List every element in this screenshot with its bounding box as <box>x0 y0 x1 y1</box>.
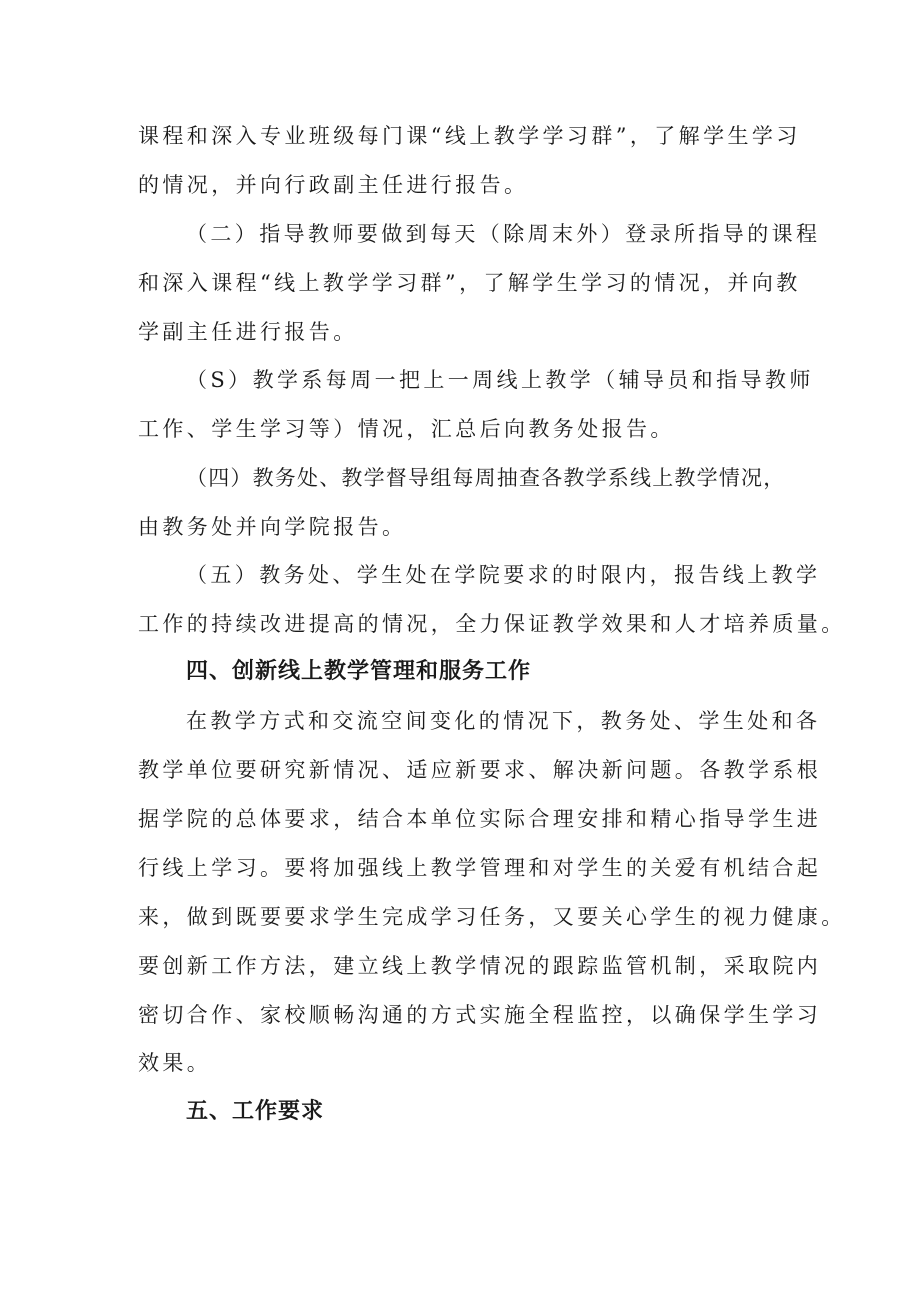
paragraph-line: 来，做到既要要求学生完成学习任务，又要关心学生的视力健康。 <box>138 905 846 929</box>
section-heading: 四、创新线上教学管理和服务工作 <box>186 659 532 684</box>
paragraph-line: 课程和深入专业班级每门课“线上教学学习群”，了解学生学习 <box>138 124 801 148</box>
paragraph-line: 工作、学生学习等）情况，汇总后向教务处报告。 <box>138 417 675 441</box>
paragraph-line: 由教务处并向学院报告。 <box>138 515 407 539</box>
paragraph-line: （二）指导教师要做到每天（除周末外）登录所指导的课程 <box>186 222 821 246</box>
paragraph-line: 学副主任进行报告。 <box>138 320 358 344</box>
paragraph-line: （四）教务处、教学督导组每周抽查各教学系线上教学情况， <box>186 466 786 490</box>
paragraph-line: 工作的持续改进提高的情况，全力保证教学效果和人才培养质量。 <box>138 612 846 636</box>
paragraph-line: 行线上学习。要将加强线上教学管理和对学生的关爱有机结合起 <box>138 856 822 880</box>
paragraph-line: （五）教务处、学生处在学院要求的时限内，报告线上教学 <box>186 563 821 587</box>
paragraph-line: （S）教学系每周一把上一周线上教学（辅导员和指导教师 <box>186 368 814 392</box>
paragraph-line: 据学院的总体要求，结合本单位实际合理安排和精心指导学生进 <box>138 807 822 831</box>
paragraph-line: 教学单位要研究新情况、适应新要求、解决新问题。各教学系根 <box>138 758 822 782</box>
section-heading: 五、工作要求 <box>186 1099 325 1124</box>
paragraph-line: 在教学方式和交流空间变化的情况下，教务处、学生处和各 <box>186 709 821 733</box>
paragraph-line: 密切合作、家校顺畅沟通的方式实施全程监控，以确保学生学习 <box>138 1003 822 1027</box>
paragraph-line: 效果。 <box>138 1051 212 1075</box>
paragraph-line: 和深入课程“线上教学学习群”，了解学生学习的情况，并向教 <box>138 271 801 295</box>
paragraph-line: 要创新工作方法，建立线上教学情况的跟踪监管机制，采取院内 <box>138 954 822 978</box>
paragraph-line: 的情况，并向行政副主任进行报告。 <box>138 173 529 197</box>
